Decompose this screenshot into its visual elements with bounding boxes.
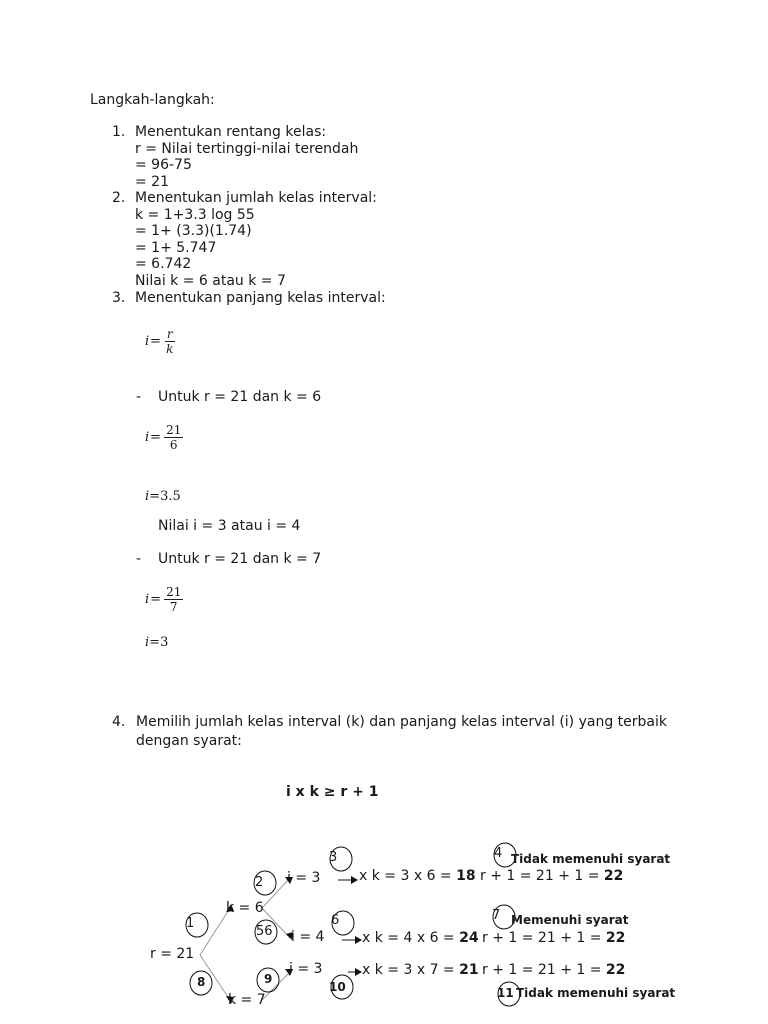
step-1-line: = 96-75 [135,157,192,173]
case-k6-label: Untuk r = 21 dan k = 6 [158,389,322,405]
step-1-line: r = Nilai tertinggi-nilai terendah [135,141,359,157]
check-1-text: r + 1 = 21 + 1 = [480,868,604,884]
circle-number-7: 7 [492,908,501,923]
heading: Langkah-langkah: [90,92,215,108]
step-4-number: 4. [112,714,126,730]
check-2-value: 22 [605,930,626,946]
case-k6-eq: = [150,430,162,445]
check-2-text: r + 1 = 21 + 1 = [482,930,606,946]
case-k7-dash: - [136,551,142,567]
circle-number-11: 11 [497,986,514,1000]
case-k7-numerator: 21 [166,585,182,599]
check-3-text: r + 1 = 21 + 1 = [482,962,606,978]
result-1: Tidak memenuhi syarat [511,852,671,866]
step-1-line: = 21 [135,174,169,190]
step-1-title: Menentukan rentang kelas: [135,124,327,140]
case-k7-result-value: 3 [160,635,169,650]
case-k6-result-value: 3.5 [160,489,181,504]
step-2-line: k = 1+3.3 log 55 [135,207,255,223]
step-3-title: Menentukan panjang kelas interval: [135,290,386,306]
case-k6-numerator: 21 [166,423,182,437]
product-1-value: 18 [456,868,476,884]
tree-root: r = 21 [150,946,195,962]
arrow-head [351,876,358,884]
step-2-line: = 6.742 [135,256,192,272]
step-2-line: = 1+ 5.747 [135,240,217,256]
condition-formula: i x k ≥ r + 1 [286,784,379,800]
circle-number-4: 4 [494,846,503,861]
formula-eq: = [150,334,162,349]
formula-var: i [145,334,150,349]
circle-number-10: 10 [329,980,346,994]
case-k7-result-var: i [145,635,150,650]
circle-number-2: 2 [255,875,264,890]
check-2 [482,930,625,946]
circle-number-3: 3 [329,850,338,865]
check-1 [480,868,623,884]
step-4-title-line2: dengan syarat: [136,733,242,749]
check-3 [482,962,625,978]
circle-number-8: 8 [197,975,206,989]
case-k6-dash: - [136,389,142,405]
product-3-text: x k = 3 x 7 = [362,962,460,978]
step-4-title-line1: Memilih jumlah kelas interval (k) dan panjang kelas interval (i) yang terbaik [136,714,667,730]
tree-i3-bottom: i = 3 [289,961,323,977]
case-k7-label: Untuk r = 21 dan k = 7 [158,551,322,567]
formula-numerator: r [166,327,173,341]
case-k7-eq: = [150,592,162,607]
arrow-head [355,968,362,976]
case-k7-denominator: 7 [169,600,178,614]
product-3-value: 21 [459,962,479,978]
result-3: Tidak memenuhi syarat [516,986,676,1000]
circle-number-6: 6 [331,913,340,928]
result-2: Memenuhi syarat [511,913,629,927]
circle-number-56: 56 [256,924,273,939]
step-2-title: Menentukan jumlah kelas interval: [135,190,377,206]
step-2-line: Nilai k = 6 atau k = 7 [135,273,286,289]
product-1 [359,868,476,884]
check-3-value: 22 [605,962,626,978]
product-2 [362,930,479,946]
circle-number-9: 9 [264,972,273,986]
tree-k6: k = 6 [226,900,264,916]
product-2-text: x k = 4 x 6 = [362,930,460,946]
product-2-value: 24 [459,930,479,946]
case-k7-result-eq: = [149,635,161,650]
tree-k7: k = 7 [228,992,266,1008]
tree-i4: i = 4 [291,929,325,945]
case-k6-var: i [145,430,150,445]
product-1-text: x k = 3 x 6 = [359,868,457,884]
case-k6-result-var: i [145,489,150,504]
step-1-number: 1. [112,124,126,140]
tree-i3-top: i = 3 [287,870,321,886]
case-k6-denominator: 6 [169,438,178,452]
step-2-line: = 1+ (3.3)(1.74) [135,223,252,239]
step-3-number: 3. [112,290,126,306]
product-3 [362,962,479,978]
circle-number-1: 1 [186,916,195,931]
formula-denominator: k [166,342,174,356]
check-1-value: 22 [603,868,624,884]
step-2-number: 2. [112,190,126,206]
case-k6-result-eq: = [149,489,161,504]
case-k7-var: i [145,592,150,607]
arrow-head [355,936,362,944]
case-k6-conclusion: Nilai i = 3 atau i = 4 [158,518,301,534]
